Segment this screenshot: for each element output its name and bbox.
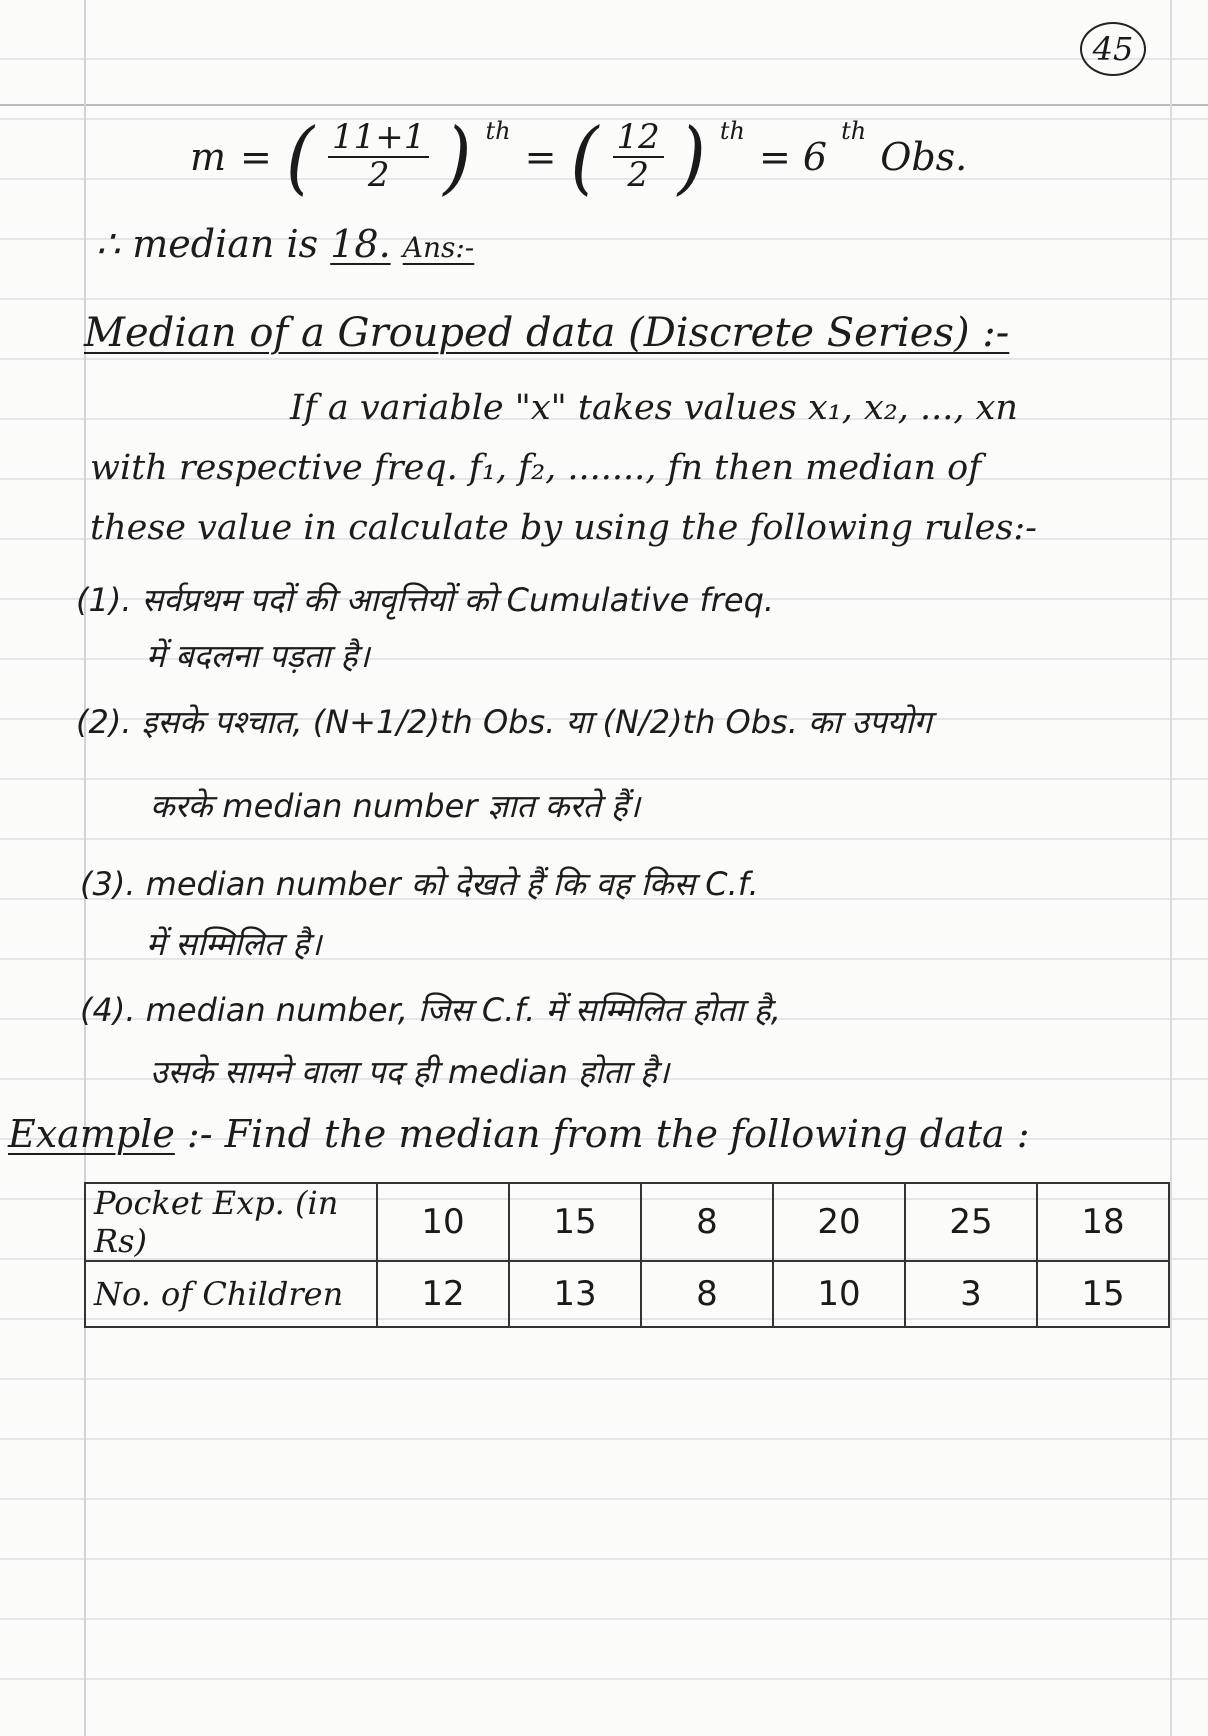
example-line — [8, 1112, 1030, 1156]
intro-line-1: If a variable "x" takes values x₁, x₂, ..., xn — [290, 388, 1018, 428]
formula-equals: = — [240, 134, 272, 179]
table-cell: 12 — [377, 1261, 509, 1327]
fraction-2 — [613, 117, 664, 195]
table-cell: 25 — [905, 1183, 1037, 1261]
rule-4-line-1: (4). median number, जिस C.f. में सम्मिलित होता है, — [80, 991, 781, 1029]
rule-4-line-2: उसके सामने वाला पद ही median होता है। — [150, 1053, 670, 1091]
section-heading: Median of a Grouped data (Discrete Series) :- — [84, 310, 1010, 356]
fraction-1-superscript: th — [485, 116, 511, 145]
data-table — [84, 1182, 1170, 1328]
page-number: 45 — [1080, 22, 1146, 76]
intro-line-3: these value in calculate by using the following rules:- — [90, 508, 1037, 548]
table-cell: 20 — [773, 1183, 905, 1261]
median-position-formula: m = ( $\frac{11+1}{2}$ ) th = ( $\frac{12}{2}$ ) th = 6 th Obs. — [190, 110, 968, 203]
formula-result: = 6 — [758, 134, 828, 179]
answer-value: 18. — [330, 222, 391, 266]
table-row-header: Pocket Exp. (in Rs) — [85, 1183, 377, 1261]
rule-2-line-2: करके median number ज्ञात करते हैं। — [150, 787, 641, 825]
table-cell: 3 — [905, 1261, 1037, 1327]
fraction-1-numerator: 11+1 — [328, 120, 429, 158]
table-cell: 8 — [641, 1183, 773, 1261]
example-text: :- Find the median from the following data : — [186, 1112, 1030, 1156]
rule-1-line-1: (1). सर्वप्रथम पदों की आवृत्तियों को Cumulative freq. — [76, 581, 775, 619]
example-label: Example — [8, 1112, 175, 1156]
table-row — [85, 1183, 1169, 1261]
right-margin-line — [1170, 0, 1172, 1736]
table-row-header: No. of Children — [85, 1261, 377, 1327]
answer-prefix: ∴ median is — [96, 222, 319, 266]
rule-3-line-1: (3). median number को देखते हैं कि वह किस C.f. — [80, 865, 759, 903]
fraction-2-numerator: 12 — [613, 120, 664, 158]
table-row — [85, 1261, 1169, 1327]
rule-2-line-1: (2). इसके पश्चात, (N+1/2)th Obs. या (N/2)th Obs. का उपयोग — [76, 703, 932, 741]
rule-3-line-2: में सम्मिलित है। — [146, 925, 322, 963]
formula-result-superscript: th — [841, 116, 867, 145]
top-rule-line — [0, 104, 1208, 106]
table-cell: 8 — [641, 1261, 773, 1327]
table-cell: 13 — [509, 1261, 641, 1327]
formula-result-tail: Obs. — [880, 134, 968, 179]
answer-line — [96, 222, 474, 266]
rule-1-line-2: में बदलना पड़ता है। — [146, 637, 370, 675]
table-cell: 10 — [377, 1183, 509, 1261]
fraction-1-denominator: 2 — [367, 154, 390, 195]
table-cell: 18 — [1037, 1183, 1169, 1261]
fraction-2-denominator: 2 — [627, 154, 649, 195]
table-cell: 10 — [773, 1261, 905, 1327]
fraction-2-superscript: th — [719, 116, 745, 145]
intro-line-2: with respective freq. f₁, f₂, ......., fn then median of — [90, 448, 982, 488]
table-cell: 15 — [509, 1183, 641, 1261]
fraction-1 — [328, 117, 429, 195]
answer-suffix: Ans:- — [402, 231, 475, 264]
formula-lhs: m — [190, 134, 227, 179]
table-cell: 15 — [1037, 1261, 1169, 1327]
